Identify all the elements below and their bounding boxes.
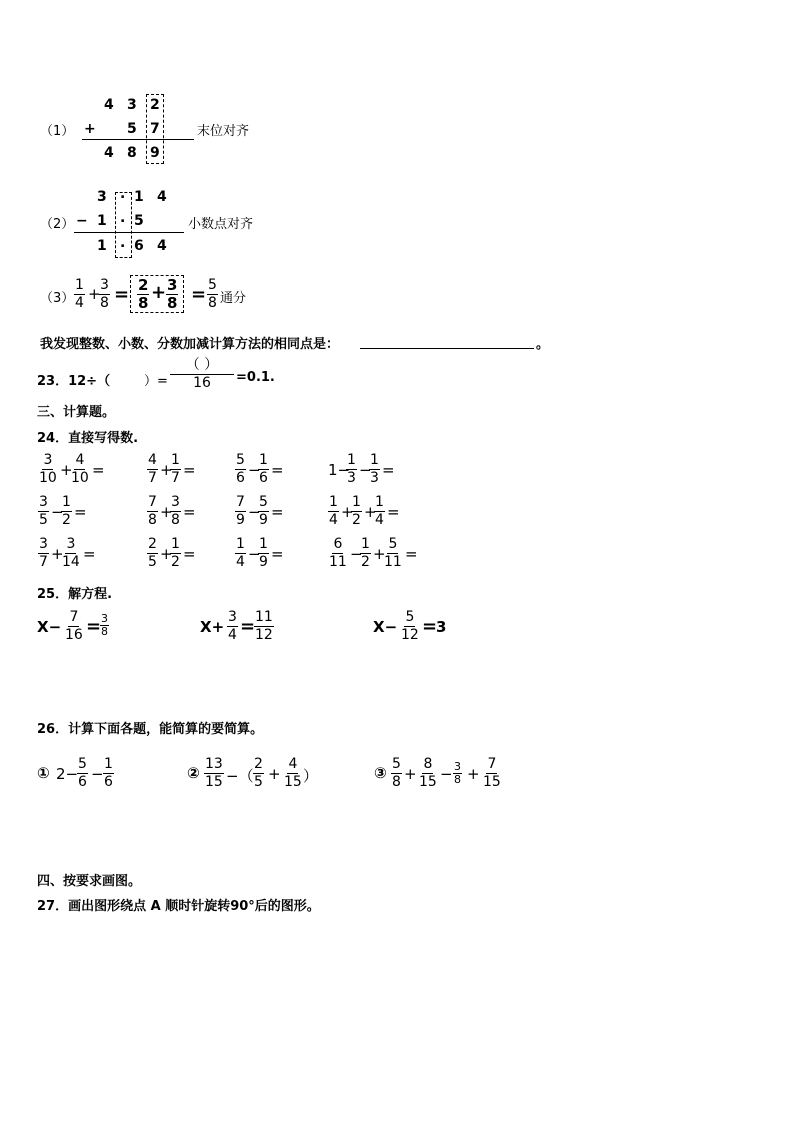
p23-mid: ）= xyxy=(144,374,168,389)
digit: 8 xyxy=(127,145,137,161)
note: 小数点对齐 xyxy=(188,217,254,232)
fraction: $\frac{5}{6}$ xyxy=(78,756,87,790)
note: 通分 xyxy=(220,291,247,306)
fraction: $\frac{3}{4}$ xyxy=(228,609,237,643)
equals-sign: = xyxy=(92,461,105,479)
operator: + xyxy=(364,503,377,521)
expr-text: 2− xyxy=(56,765,79,783)
alignment-box xyxy=(115,192,132,258)
problem-24-title: 24．直接写得数. xyxy=(37,431,139,446)
digit: 4 xyxy=(157,189,167,205)
fraction: $\frac{1}{6}$ xyxy=(104,756,113,790)
operator: − xyxy=(248,461,261,479)
section-heading: 四、按要求画图。 xyxy=(37,874,142,889)
fraction: $\frac{5}{12}$ xyxy=(401,609,419,643)
equals-sign: = xyxy=(271,503,284,521)
fraction: $\frac{13}{15}$ xyxy=(205,756,223,790)
decimal-point: . xyxy=(120,186,126,202)
equals-sign: = xyxy=(183,461,196,479)
digit: 5 xyxy=(134,213,144,229)
digit: 1 xyxy=(134,189,144,205)
equals-sign: = xyxy=(240,616,256,637)
digit: 7 xyxy=(150,121,160,137)
fraction: $\frac{5}{6}$ xyxy=(236,452,245,486)
fraction: $\frac{2}{5}$ xyxy=(254,756,263,790)
fraction: $\frac{1}{4}$ xyxy=(236,536,245,570)
variable-x: X− xyxy=(37,618,62,636)
fraction: $\frac{3}{8}$ xyxy=(101,612,108,638)
fraction: $\frac{4}{7}$ xyxy=(148,452,157,486)
fraction: $\frac{1}{3}$ xyxy=(370,452,379,486)
operator: − xyxy=(248,545,261,563)
fraction: $\frac{6}{11}$ xyxy=(329,536,347,570)
operator: − xyxy=(248,503,261,521)
equals-sign: = xyxy=(74,503,87,521)
p23-fraction: （ ） 16 xyxy=(170,357,234,392)
operator: + xyxy=(60,461,73,479)
operator: − xyxy=(359,461,372,479)
fraction: $\frac{3}{8}$ xyxy=(171,494,180,528)
decimal-point: . xyxy=(120,235,126,251)
equals-sign: = xyxy=(183,545,196,563)
part-label: （3） xyxy=(40,291,75,306)
fraction: $\frac{2}{5}$ xyxy=(148,536,157,570)
operator: ） xyxy=(303,767,319,785)
equals-sign: = xyxy=(271,461,284,479)
fraction: $\frac{1}{3}$ xyxy=(347,452,356,486)
fraction: $\frac{3}{10}$ xyxy=(39,452,57,486)
digit: 1 xyxy=(97,238,107,254)
operator: − xyxy=(91,765,104,783)
fraction: $\frac{3}{14}$ xyxy=(62,536,80,570)
fraction: $\frac{4}{15}$ xyxy=(284,756,302,790)
digit: 4 xyxy=(157,238,167,254)
fraction: $\frac{1}{2}$ xyxy=(62,494,71,528)
fraction: $\frac{1}{4}$ xyxy=(75,277,84,311)
fraction: $\frac{5}{11}$ xyxy=(384,536,402,570)
digit: 9 xyxy=(150,145,160,161)
problem-26-title: 26．计算下面各题，能简算的要简算。 xyxy=(37,722,264,737)
operator: + xyxy=(467,765,480,783)
operator: + xyxy=(151,282,167,303)
digit: 2 xyxy=(150,97,160,113)
operator: + xyxy=(404,765,417,783)
fraction: $\frac{4}{10}$ xyxy=(71,452,89,486)
operator: + xyxy=(51,545,64,563)
equals-sign: = xyxy=(382,461,395,479)
equals-sign: = xyxy=(271,545,284,563)
part-label: （2） xyxy=(40,217,75,232)
operator: + xyxy=(160,461,173,479)
operator: − xyxy=(76,213,88,229)
variable-x: X+ xyxy=(200,618,225,636)
fraction: $\frac{1}{2}$ xyxy=(171,536,180,570)
fraction: $\frac{3}{5}$ xyxy=(39,494,48,528)
circled-3: ③ xyxy=(374,764,387,782)
fraction: $\frac{1}{2}$ xyxy=(361,536,370,570)
variable-x: X− xyxy=(373,618,398,636)
operator: + xyxy=(341,503,354,521)
p23-suffix: =0.1. xyxy=(236,370,275,385)
digit: 6 xyxy=(134,238,144,254)
fraction: $\frac{7}{9}$ xyxy=(236,494,245,528)
fraction: $\frac{1}{6}$ xyxy=(259,452,268,486)
equals-sign: = xyxy=(83,545,96,563)
digit: 3 xyxy=(127,97,137,113)
p23-prefix: 23．12÷（ xyxy=(37,374,111,389)
fraction: $\frac{7}{16}$ xyxy=(65,609,83,643)
sum-line xyxy=(82,139,194,140)
fraction: $\frac{7}{8}$ xyxy=(148,494,157,528)
expr-text: 1− xyxy=(328,461,351,479)
operator: −（ xyxy=(226,767,254,785)
alignment-box xyxy=(146,94,164,164)
circled-1: ① xyxy=(37,764,50,782)
fraction: $\frac{1}{9}$ xyxy=(259,536,268,570)
operator: = xyxy=(114,284,130,305)
problem-25-title: 25．解方程. xyxy=(37,587,113,602)
section-heading: 三、计算题。 xyxy=(37,405,116,420)
equals-sign: = xyxy=(183,503,196,521)
finding-text: 我发现整数、小数、分数加减计算方法的相同点是： xyxy=(40,337,340,352)
operator: + xyxy=(160,503,173,521)
equals-sign: = xyxy=(387,503,400,521)
digit: 1 xyxy=(97,213,107,229)
decimal-point: . xyxy=(120,210,126,226)
operator: − xyxy=(350,545,363,563)
fraction: $\frac{11}{12}$ xyxy=(255,609,273,643)
digit: 4 xyxy=(104,97,114,113)
answer-blank[interactable] xyxy=(360,348,534,349)
fraction: $\frac{1}{2}$ xyxy=(352,494,361,528)
circled-2: ② xyxy=(187,764,200,782)
fraction: $\frac{8}{15}$ xyxy=(419,756,437,790)
operator: − xyxy=(51,503,64,521)
result-number: 3 xyxy=(436,618,447,636)
equals-sign: = xyxy=(422,616,438,637)
fraction: $\frac{1}{7}$ xyxy=(171,452,180,486)
operator: − xyxy=(440,765,453,783)
operator: = xyxy=(191,284,207,305)
fraction: $\frac{3}{7}$ xyxy=(39,536,48,570)
digit: 5 xyxy=(127,121,137,137)
fraction: $\frac{3}{8}$ xyxy=(454,760,461,786)
operator: + xyxy=(88,285,101,303)
operator: + xyxy=(268,765,281,783)
fraction: $\frac{7}{15}$ xyxy=(483,756,501,790)
equals-sign: = xyxy=(86,616,102,637)
fraction: $\frac{5}{8}$ xyxy=(208,277,217,311)
fraction: $\frac{5}{8}$ xyxy=(392,756,401,790)
problem-27-text: 27．画出图形绕点 A 顺时针旋转90°后的图形。 xyxy=(37,899,320,914)
note: 末位对齐 xyxy=(197,124,250,139)
fraction: $\frac{3}{8}$ xyxy=(100,277,109,311)
equals-sign: = xyxy=(405,545,418,563)
operator: + xyxy=(160,545,173,563)
digit: 3 xyxy=(97,189,107,205)
fraction: $\frac{2}{8}$ xyxy=(138,276,149,312)
operator: + xyxy=(84,121,96,137)
fraction: $\frac{1}{4}$ xyxy=(329,494,338,528)
fraction: $\frac{1}{4}$ xyxy=(375,494,384,528)
part-label: （1） xyxy=(40,124,75,139)
finding-end: 。 xyxy=(536,337,550,352)
fraction: $\frac{3}{8}$ xyxy=(167,276,178,312)
operator: + xyxy=(373,545,386,563)
digit: 4 xyxy=(104,145,114,161)
fraction: $\frac{5}{9}$ xyxy=(259,494,268,528)
